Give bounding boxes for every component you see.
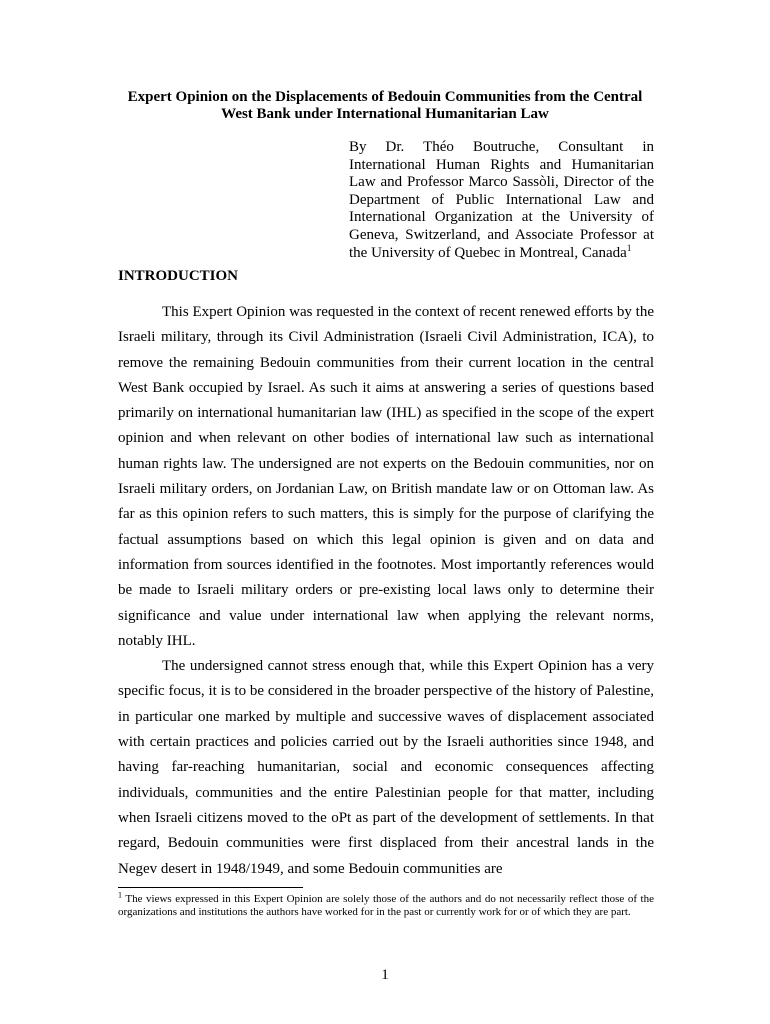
footnote-text: The views expressed in this Expert Opinion are solely those of the authors and do not necessarily reflect those of the organizations and institutions the authors have worked for in the past or currently work for or of which they are part. bbox=[118, 893, 654, 919]
footnote-divider bbox=[118, 887, 303, 888]
footnote-marker: 1 bbox=[118, 890, 122, 900]
title-line: West Bank under International Humanitarian Law bbox=[221, 106, 549, 122]
page-number: 1 bbox=[381, 967, 389, 983]
author-byline bbox=[349, 139, 654, 262]
body-text bbox=[118, 300, 654, 882]
paragraph: This Expert Opinion was requested in the context of recent renewed efforts by the Israeli military, through its Civil Administration (Israeli Civil Administration, ICA), to remove the remaining Bedouin communities from their current location in the central West Bank occupied by Israel. As such it aims at answering a series of questions based primarily on international humanitarian law (IHL) as specified in the scope of the expert opinion and when relevant on other bodies of international law such as international human rights law. The undersigned are not experts on the Bedouin communities, nor on Israeli military orders, on Jordanian Law, on British mandate law or on Ottoman law. As far as this opinion refers to such matters, this is simply for the purpose of clarifying the factual assumptions based on which this legal opinion is given and on data and information from sources identified in the footnotes. Most importantly references would be made to Israeli military orders or pre-existing local laws only to determine their significance and value under international law when applying the relevant norms, notably IHL. bbox=[118, 304, 654, 649]
section-heading: INTRODUCTION bbox=[118, 268, 239, 284]
paragraph: The undersigned cannot stress enough that, while this Expert Opinion has a very specific focus, it is to be considered in the broader perspective of the history of Palestine, in particular one marked by multiple and successive waves of displacement associated with certain practices and policies carried out by the Israeli authorities since 1948, and having far-reaching humanitarian, social and economic consequences affecting individuals, communities and the entire Palestinian people for that matter, including when Israeli citizens moved to the oPt as part of the development of settlements. In that regard, Bedouin communities were first displaced from their ancestral lands in the Negev desert in 1948/1949, and some Bedouin communities are bbox=[118, 658, 654, 877]
footnote-reference: 1 bbox=[626, 242, 632, 253]
title-line: Expert Opinion on the Displacements of Bedouin Communities from the Central bbox=[127, 89, 643, 105]
document-title bbox=[112, 89, 658, 123]
byline-text: By Dr. Théo Boutruche, Consultant in International Human Rights and Humanitarian Law and Professor Marco Sassòli, Director of the Department of Public International Law and International Organization at the University of Geneva, Switzerland, and Associate Professor at the University of Quebec in Montreal, Canada bbox=[349, 139, 654, 261]
footnote bbox=[118, 890, 654, 920]
